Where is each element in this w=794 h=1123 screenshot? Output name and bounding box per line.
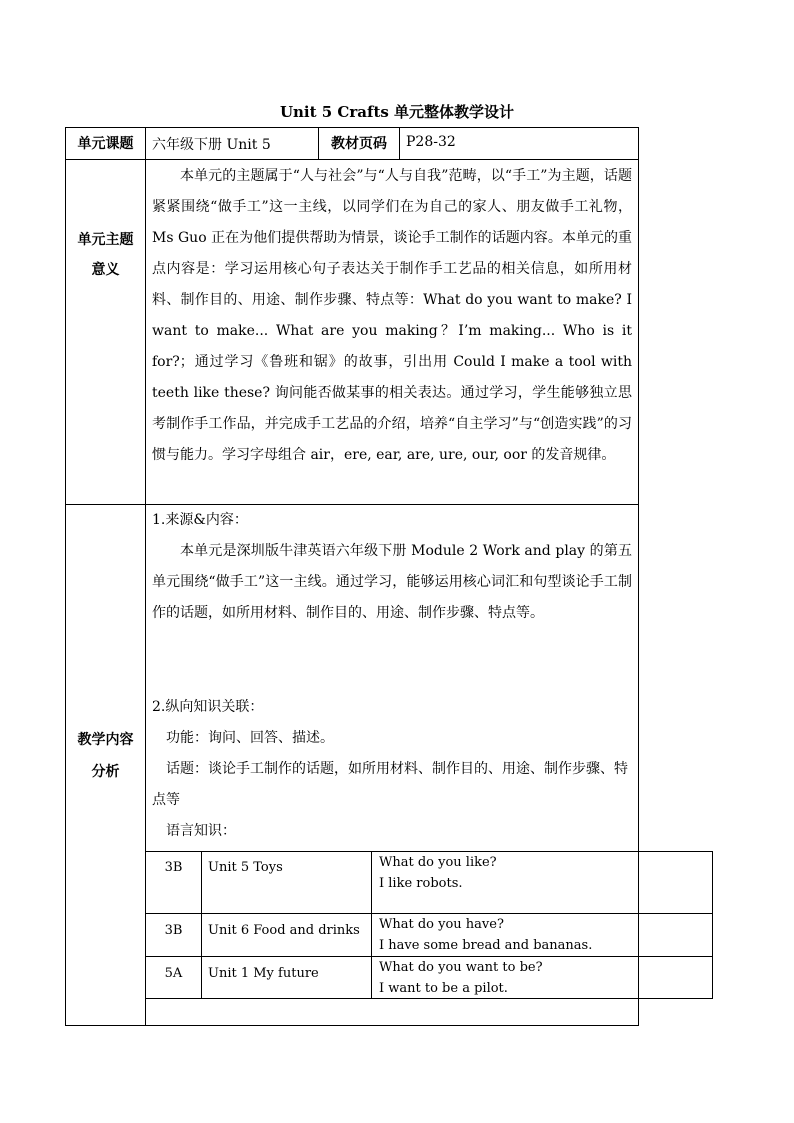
unit-topic-label: 单元课题: [77, 136, 134, 152]
table-row-3-sentence-1: What do you want to be?: [379, 960, 543, 975]
table-row-2-grade: 3B: [164, 923, 183, 938]
inner-table-bottom: [145, 998, 713, 999]
table-row-1-sentence-1: What do you like?: [379, 855, 497, 870]
knowledge-heading: 2.纵向知识关联：: [152, 699, 264, 715]
unit-theme-label-line2: 意义: [91, 262, 120, 278]
inner-table-col-3: [638, 851, 639, 999]
table-row-2-unit: Unit 6 Food and drinks: [208, 923, 360, 938]
row1-divider-b: [399, 127, 400, 159]
textbook-pages-label: 教材页码: [331, 136, 387, 152]
function-text: 功能：询问、回答、描述。: [166, 730, 334, 746]
unit-theme-text: 本单元的主题属于“人与社会”与“人与自我”范畴，以“手工”为主题，话题紧紧围绕“做手工”这一主线，以同学们在为自己的家人、朋友做手工礼物，Ms Guo 正在为他们提供帮助为情景，谈论手工制作的话题内容。本单元的重点内容是：学习运用核心句子表达关于制作手工艺品的相关信息，如所用材料、制作目的、用途、制作步骤、特点等：What do you want to make? I want to make... What are you making？I’m making... Who is it for?；通过学习《鲁班和锯》的故事，引出用 Could I make a tool with teeth like these? 询问能否做某事的相关表达。通过学习，学生能够独立思考制作手工作品，并完成手工艺品的介绍，培养“自主学习”与“创造实践”的习惯与能力。学习字母组合 air，ere, ear, are, ure, our, oor 的发音规律。: [152, 168, 632, 463]
table-row-1-unit: Unit 5 Toys: [208, 860, 283, 875]
inner-table-row-line-2: [145, 956, 713, 957]
table-row-3-sentence-2: I want to be a pilot.: [379, 981, 508, 996]
content-analysis-label-line2: 分析: [91, 764, 120, 780]
textbook-pages-value: P28-32: [406, 134, 456, 150]
source-text: 本单元是深圳版牛津英语六年级下册 Module 2 Work and play 的第五单元围绕“做手工”这一主线。通过学习，能够运用核心词汇和句型谈论手工制作的话题，如所用材料、制作目的、用途、制作步骤、特点等。: [152, 543, 632, 621]
row-divider-1: [65, 159, 639, 160]
table-row-1-sentence-2: I like robots.: [379, 876, 463, 891]
table-border-top: [65, 127, 639, 128]
content-analysis-label: [66, 724, 145, 788]
table-row-3-grade: 5A: [164, 966, 183, 981]
table-row-1-grade: 3B: [164, 860, 183, 875]
unit-topic-value: 六年级下册 Unit 5: [152, 137, 271, 153]
topic-text: 话题：谈论手工制作的话题，如所用材料、制作目的、用途、制作步骤、特点等: [152, 761, 628, 808]
language-knowledge-label: 语言知识：: [166, 823, 236, 839]
table-row-2-sentence-1: What do you have?: [379, 917, 504, 932]
table-row-2-sentence-2: I have some bread and bananas.: [379, 938, 593, 953]
table-row-3-unit: Unit 1 My future: [208, 966, 319, 981]
inner-table-top: [145, 851, 713, 852]
unit-theme-label: [66, 225, 145, 285]
column-divider: [145, 127, 146, 1026]
inner-table-right: [712, 851, 713, 999]
document-title: Unit 5 Crafts 单元整体教学设计: [279, 103, 515, 121]
source-heading: 1.来源&内容：: [152, 512, 248, 528]
content-analysis-label-line1: 教学内容: [77, 732, 134, 748]
unit-theme-label-line1: 单元主题: [77, 232, 134, 248]
inner-table-col-2: [371, 851, 372, 999]
table-border-bottom: [65, 1025, 639, 1026]
inner-table-col-1: [201, 851, 202, 999]
inner-table-row-line-1: [145, 913, 713, 914]
